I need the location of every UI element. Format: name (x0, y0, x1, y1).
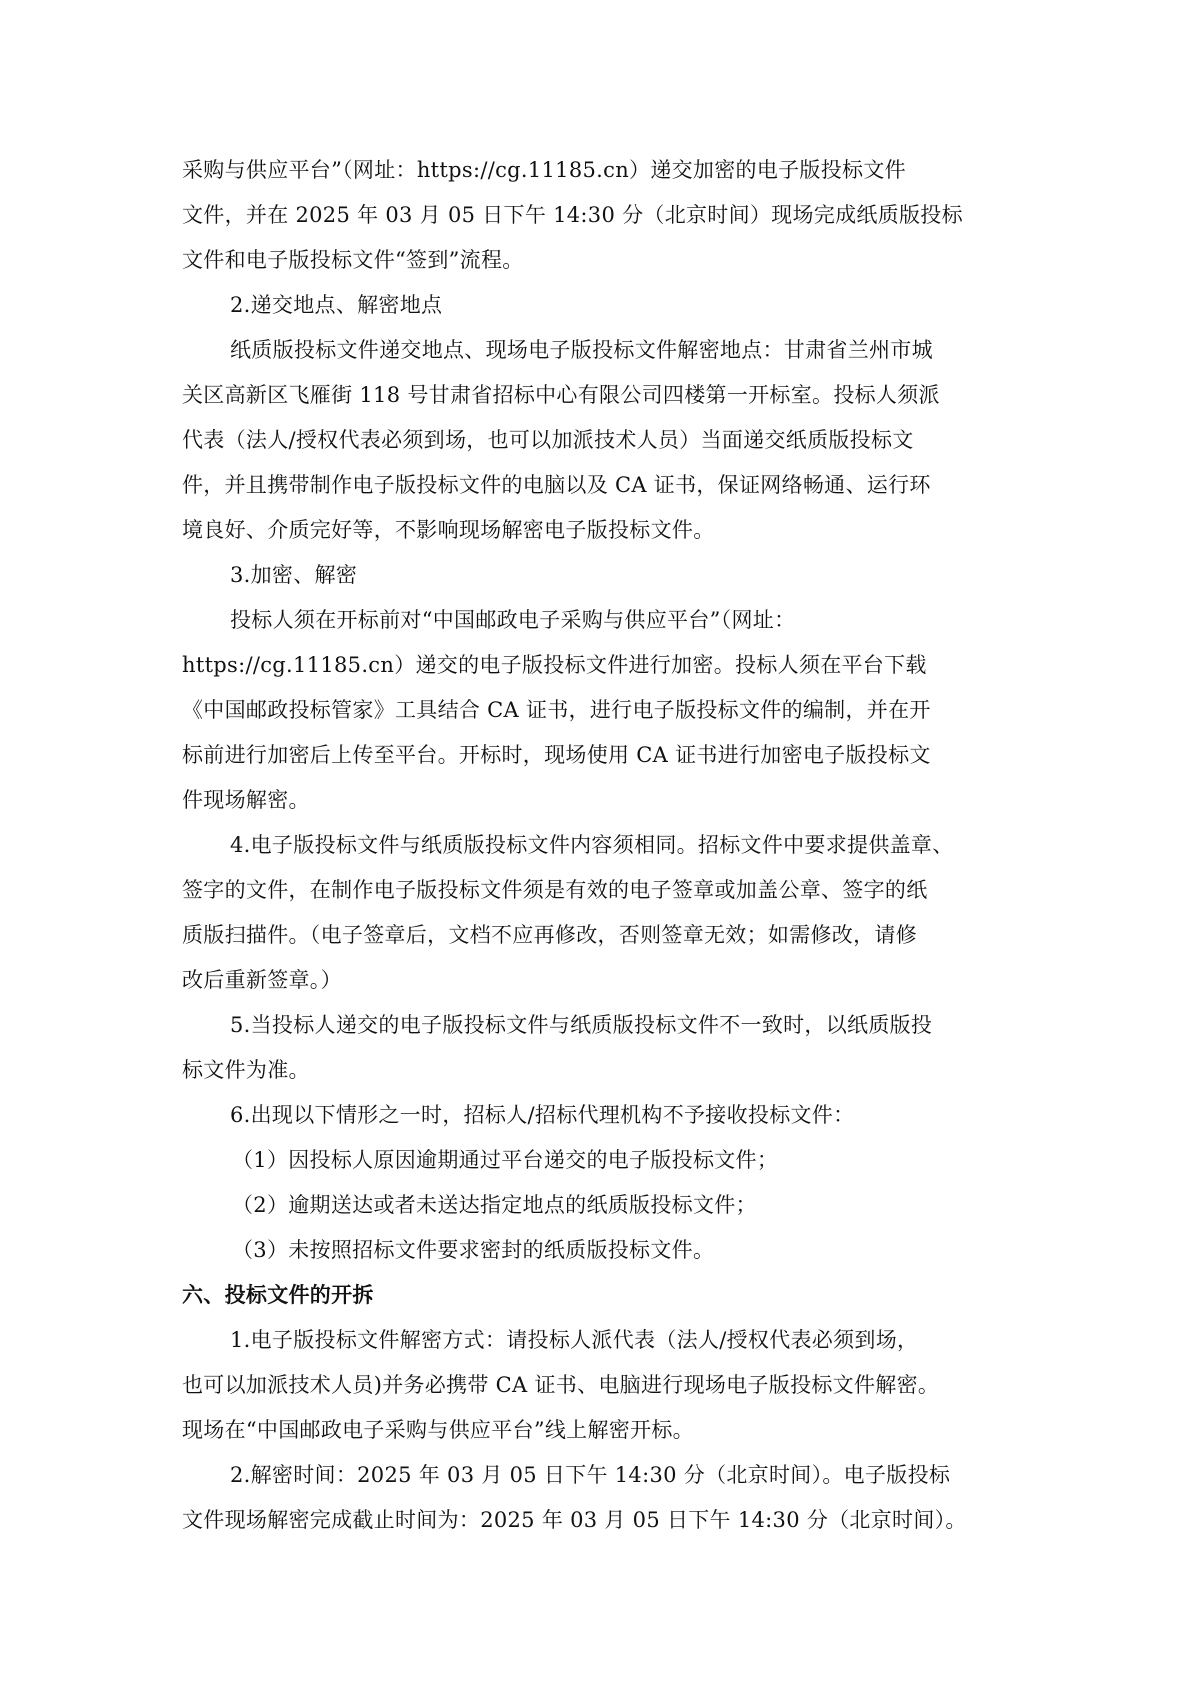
text-line: 件，并且携带制作电子版投标文件的电脑以及 CA 证书，保证网络畅通、运行环 (182, 473, 931, 497)
paragraph-start: 5.当投标人递交的电子版投标文件与纸质版投标文件不一致时，以纸质版投 (230, 1013, 933, 1037)
text-line: 改后重新签章。） (182, 968, 342, 992)
paragraph-start: 2.解密时间：2025 年 03 月 05 日下午 14:30 分（北京时间）。电子版投标 (230, 1463, 951, 1487)
text-line: 文件和电子版投标文件“签到”流程。 (182, 248, 524, 272)
section-item-heading: 3.加密、解密 (230, 563, 358, 587)
text-line: 代表（法人/授权代表必须到场，也可以加派技术人员）当面递交纸质版投标文 (182, 428, 914, 452)
text-line: 件现场解密。 (182, 788, 310, 812)
text-line: 现场在“中国邮政电子采购与供应平台”线上解密开标。 (182, 1418, 694, 1442)
text-line: 签字的文件，在制作电子版投标文件须是有效的电子签章或加盖公章、签字的纸 (182, 878, 928, 902)
paragraph-start: 投标人须在开标前对“中国邮政电子采购与供应平台”（网址： (230, 608, 796, 632)
text-line: 关区高新区飞雁街 118 号甘肃省招标中心有限公司四楼第一开标室。投标人须派 (182, 383, 940, 407)
text-line: 也可以加派技术人员)并务必携带 CA 证书、电脑进行现场电子版投标文件解密。 (182, 1373, 940, 1397)
list-item: （3）未按照招标文件要求密封的纸质版投标文件。 (232, 1238, 715, 1262)
text-line: 文件现场解密完成截止时间为：2025 年 03 月 05 日下午 14:30 分（北京时间）。 (182, 1508, 967, 1532)
section-item-heading: 2.递交地点、解密地点 (230, 293, 443, 317)
text-line: 标文件为准。 (182, 1058, 310, 1082)
text-line: 文件，并在 2025 年 03 月 05 日下午 14:30 分（北京时间）现场完成纸质版投标 (182, 203, 963, 227)
paragraph-start: 1.电子版投标文件解密方式：请投标人派代表（法人/授权代表必须到场， (230, 1328, 919, 1352)
text-line: 质版扫描件。（电子签章后，文档不应再修改，否则签章无效；如需修改，请修 (182, 923, 917, 947)
list-item: （1）因投标人原因逾期通过平台递交的电子版投标文件； (232, 1148, 779, 1172)
text-line: https://cg.11185.cn）递交的电子版投标文件进行加密。投标人须在平台下载 (182, 653, 927, 677)
text-line: 《中国邮政投标管家》工具结合 CA 证书，进行电子版投标文件的编制，并在开 (182, 698, 931, 722)
text-line: 采购与供应平台”（网址：https://cg.11185.cn）递交加密的电子版投标文件 (182, 158, 906, 182)
list-item: （2）逾期送达或者未送达指定地点的纸质版投标文件； (232, 1193, 757, 1217)
document-body (182, 148, 1010, 1543)
section-heading: 六、投标文件的开拆 (182, 1283, 374, 1307)
paragraph-start: 4.电子版投标文件与纸质版投标文件内容须相同。招标文件中要求提供盖章、 (230, 833, 954, 857)
text-line: 标前进行加密后上传至平台。开标时，现场使用 CA 证书进行加密电子版投标文 (182, 743, 931, 767)
paragraph-start: 6.出现以下情形之一时，招标人/招标代理机构不予接收投标文件： (230, 1103, 855, 1127)
text-line: 境良好、介质完好等，不影响现场解密电子版投标文件。 (182, 518, 715, 542)
paragraph-start: 纸质版投标文件递交地点、现场电子版投标文件解密地点：甘肃省兰州市城 (230, 338, 933, 362)
